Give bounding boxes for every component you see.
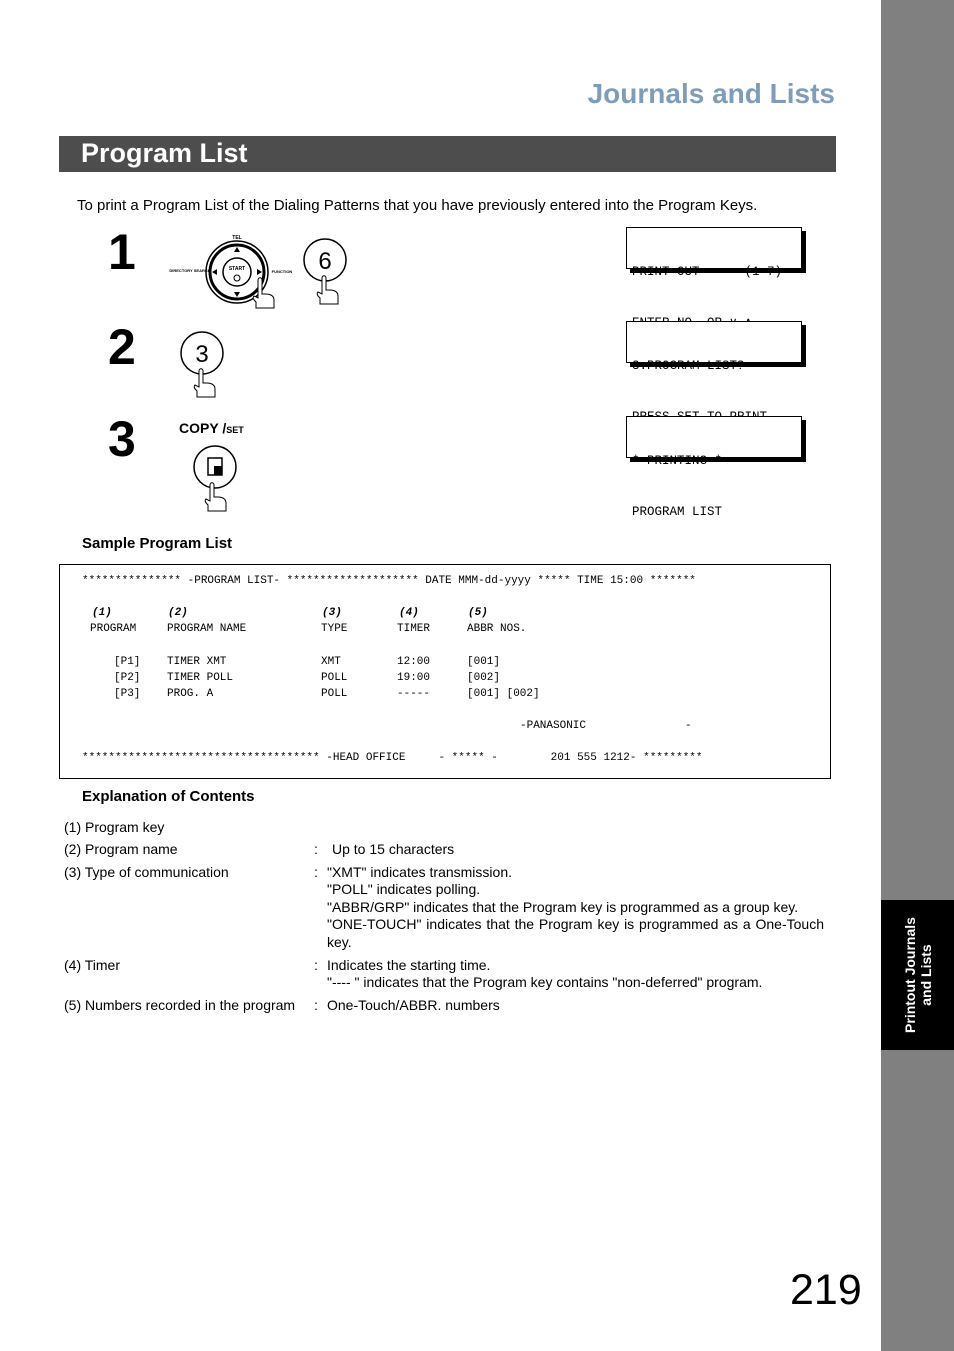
panel-label-start: START bbox=[228, 266, 246, 272]
step-3-number: 3 bbox=[108, 411, 136, 467]
explanation-item-label: (1) Program key bbox=[64, 819, 165, 835]
table-cell: [001] bbox=[467, 656, 501, 668]
copy-set-button[interactable] bbox=[192, 445, 240, 515]
sample-heading: Sample Program List bbox=[82, 535, 233, 552]
sample-program-list bbox=[59, 564, 831, 779]
lcd-display-step-1 bbox=[626, 227, 802, 279]
explanation-item-label: (5) Numbers recorded in the program bbox=[64, 997, 296, 1013]
section-title: Journals and Lists bbox=[587, 78, 835, 109]
explanation-desc: One-Touch/ABBR. numbers bbox=[327, 997, 500, 1013]
key-3-label: 3 bbox=[195, 341, 209, 368]
explanation-item-label: (4) Timer bbox=[64, 957, 120, 973]
table-cell: PROG. A bbox=[167, 688, 214, 700]
table-cell: POLL bbox=[321, 672, 348, 684]
col-head: TYPE bbox=[321, 623, 348, 635]
col-num: (2) bbox=[168, 607, 188, 619]
lcd-display-step-2 bbox=[626, 321, 802, 373]
table-cell: [P1] bbox=[114, 656, 141, 668]
lcd-display-step-3 bbox=[626, 416, 802, 519]
side-tab-line1: Printout Journals bbox=[901, 917, 918, 1033]
key-6-label: 6 bbox=[318, 248, 332, 275]
table-cell: ----- bbox=[397, 688, 431, 700]
col-head: ABBR NOS. bbox=[467, 623, 527, 635]
explanation-desc: "ABBR/GRP" indicates that the Program key is programmed as a group key. bbox=[327, 899, 799, 915]
sample-header-line: *************** -PROGRAM LIST- ******************** DATE MMM-dd-yyyy ***** TIME 15:00 ******* bbox=[82, 575, 696, 587]
sample-footer-line: ************************************ -HEAD OFFICE - ***** - 201 555 1212- ********* bbox=[82, 752, 703, 764]
panel-label-function: FUNCTION bbox=[271, 269, 293, 274]
intro-text: To print a Program List of the Dialing Patterns that you have previously entered into the Program Keys. bbox=[77, 197, 758, 214]
copy-set-label bbox=[179, 420, 244, 436]
lcd-line: * PRINTING * bbox=[632, 454, 723, 468]
explanation-desc: "XMT" indicates transmission. bbox=[327, 864, 512, 880]
table-cell: 12:00 bbox=[397, 656, 431, 668]
col-num: (1) bbox=[92, 607, 112, 619]
explanation-colon: : bbox=[314, 957, 318, 973]
col-num: (4) bbox=[399, 607, 419, 619]
col-num: (3) bbox=[322, 607, 342, 619]
side-tab-line2: and Lists bbox=[917, 944, 934, 1006]
explanation-colon: : bbox=[314, 864, 318, 880]
table-cell: [002] bbox=[467, 672, 501, 684]
table-cell: [001] [002] bbox=[467, 688, 540, 700]
sample-company-line: -PANASONIC - bbox=[520, 720, 692, 732]
set-label: SET bbox=[226, 425, 244, 435]
explanation-desc: "ONE-TOUCH" indicates that the Program key is programmed as a One-Touch key. bbox=[327, 916, 824, 950]
explanation-colon: : bbox=[314, 841, 318, 857]
col-head: TIMER bbox=[397, 623, 431, 635]
col-num: (5) bbox=[468, 607, 488, 619]
step-1-number: 1 bbox=[108, 224, 136, 280]
explanation-desc: "---- " indicates that the Program key contains "non-deferred" program. bbox=[327, 974, 763, 990]
explanation-colon: : bbox=[314, 997, 318, 1013]
col-head: PROGRAM bbox=[90, 623, 137, 635]
step-2-number: 2 bbox=[108, 319, 136, 375]
col-head: PROGRAM NAME bbox=[167, 623, 247, 635]
panel-label-tel: TEL bbox=[232, 235, 242, 241]
page-title-banner bbox=[59, 136, 836, 172]
table-cell: TIMER POLL bbox=[167, 672, 234, 684]
table-cell: [P3] bbox=[114, 688, 141, 700]
table-cell: POLL bbox=[321, 688, 348, 700]
side-strip bbox=[881, 0, 954, 1351]
key-3-button[interactable] bbox=[179, 331, 227, 401]
copy-label: COPY / bbox=[179, 420, 227, 436]
control-panel-icon bbox=[169, 232, 301, 308]
table-cell: 19:00 bbox=[397, 672, 431, 684]
lcd-line: PRINT OUT (1-7) bbox=[632, 265, 783, 279]
explanation-desc: "POLL" indicates polling. bbox=[327, 881, 481, 897]
page-number: 219 bbox=[790, 1266, 862, 1314]
explanation-item-label: (3) Type of communication bbox=[64, 864, 229, 880]
panel-label-directory: DIRECTORY SEARCH bbox=[169, 268, 211, 273]
explanation-item-label: (2) Program name bbox=[64, 841, 178, 857]
table-cell: XMT bbox=[321, 656, 341, 668]
lcd-line: 3:PROGRAM LIST? bbox=[632, 359, 745, 373]
lcd-line: PROGRAM LIST bbox=[632, 505, 723, 519]
table-cell: TIMER XMT bbox=[167, 656, 227, 668]
explanation-heading: Explanation of Contents bbox=[82, 788, 255, 805]
side-tab bbox=[881, 900, 954, 1050]
page-title: Program List bbox=[81, 138, 248, 168]
explanation-desc: Up to 15 characters bbox=[332, 841, 455, 857]
key-6-button[interactable] bbox=[302, 238, 350, 308]
table-cell: [P2] bbox=[114, 672, 141, 684]
explanation-desc: Indicates the starting time. bbox=[327, 957, 491, 973]
